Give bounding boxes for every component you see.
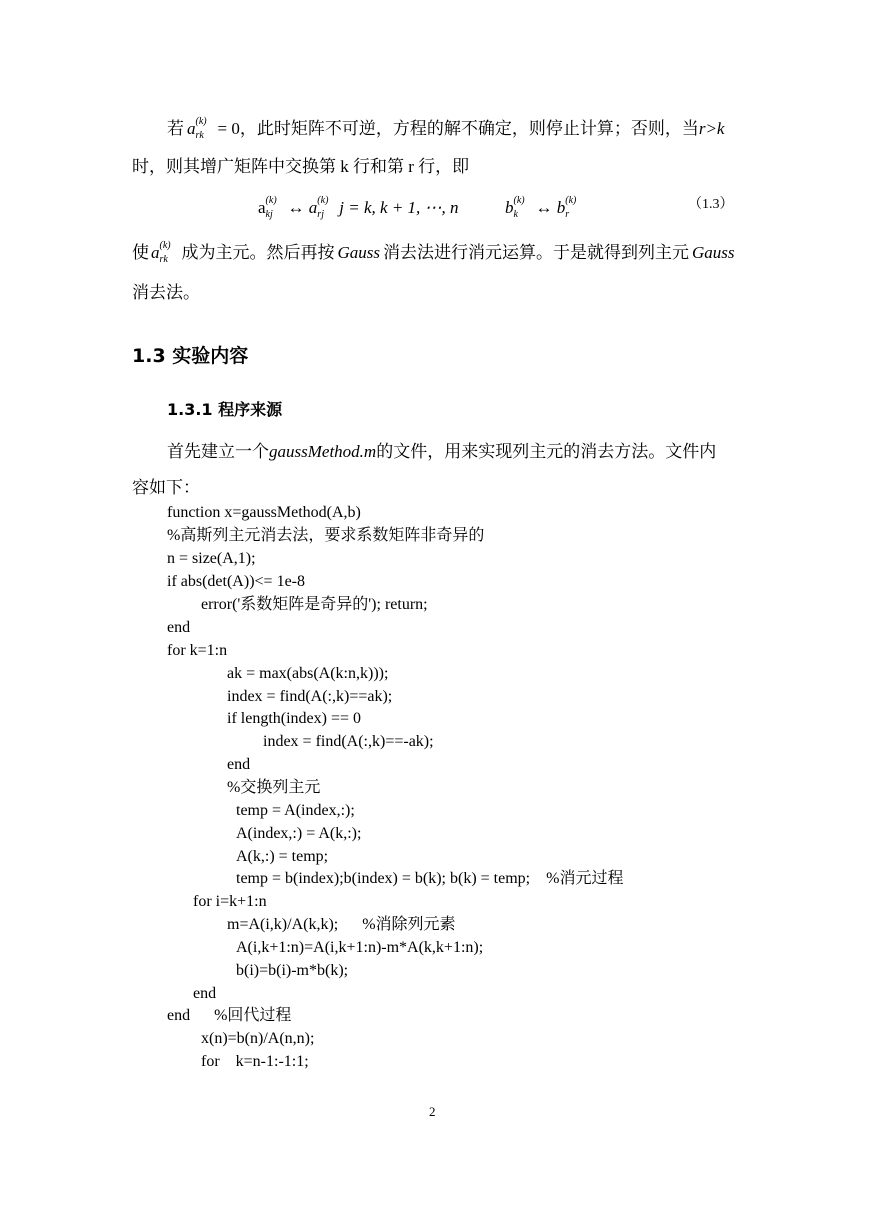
code-line: %高斯列主元消去法，要求系数矩阵非奇异的 xyxy=(167,527,485,544)
math-symbol: b xyxy=(556,198,566,217)
text-fragment: 若 xyxy=(167,119,184,138)
paragraph-line xyxy=(132,240,735,265)
code-line: function x=gaussMethod(A,b) xyxy=(167,504,361,521)
math-subscript: rk xyxy=(195,130,204,141)
code-line: n = size(A,1); xyxy=(167,550,256,567)
gauss-term: Gauss xyxy=(692,243,735,262)
math-script xyxy=(565,195,587,220)
math-subscript: rk xyxy=(159,254,168,265)
math-subscript: kj xyxy=(265,209,273,220)
code-line: temp = b(index);b(index) = b(k); b(k) = temp; %消元过程 xyxy=(236,870,624,887)
code-line: for k=n-1:-1:1; xyxy=(201,1053,309,1070)
text-fragment: 首先建立一个 xyxy=(167,442,269,461)
section-title: 实验内容 xyxy=(172,345,249,367)
math-symbol: a xyxy=(151,243,160,262)
section-heading xyxy=(132,341,248,368)
math-symbol: a xyxy=(187,119,196,138)
code-line: for k=1:n xyxy=(167,642,228,659)
text-fragment: 使 xyxy=(132,243,149,262)
math-script xyxy=(159,240,182,265)
math-script xyxy=(513,195,536,220)
math-superscript: (k) xyxy=(265,195,277,206)
code-line: temp = A(index,:); xyxy=(236,802,355,819)
section-number: 1.3 xyxy=(132,345,166,367)
code-line: if length(index) == 0 xyxy=(227,710,362,727)
math-script xyxy=(195,116,218,141)
paragraph-line xyxy=(167,442,716,462)
math-equals-zero: = 0 xyxy=(217,119,240,138)
paragraph-line: 消去法。 xyxy=(132,283,200,302)
text-fragment: 的文件，用来实现列主元的消去方法。文件内 xyxy=(376,442,717,461)
math-subscript: r xyxy=(565,209,570,220)
equation xyxy=(505,195,587,220)
equation xyxy=(258,195,459,220)
code-line: x(n)=b(n)/A(n,n); xyxy=(201,1030,315,1047)
math-superscript: (k) xyxy=(513,195,525,206)
code-line: end %回代过程 xyxy=(167,1007,292,1024)
code-line: A(i,k+1:n)=A(i,k+1:n)-m*A(k,k+1:n); xyxy=(236,939,484,956)
math-script xyxy=(265,195,288,220)
arrow-symbol: ↔ xyxy=(535,198,553,217)
math-script xyxy=(317,195,339,220)
math-symbol: b xyxy=(505,198,514,217)
page-number: 2 xyxy=(429,1104,436,1119)
subsection-heading xyxy=(167,397,282,420)
math-superscript: (k) xyxy=(195,116,207,127)
code-line: index = find(A(:,k)==ak); xyxy=(227,688,393,705)
code-line: error('系数矩阵是奇异的'); return; xyxy=(201,596,428,613)
code-line: b(i)=b(i)-m*b(k); xyxy=(236,962,349,979)
paragraph-line: 容如下： xyxy=(132,478,200,497)
code-line: index = find(A(:,k)==-ak); xyxy=(263,733,434,750)
code-line: A(k,:) = temp; xyxy=(236,848,329,865)
file-name: gaussMethod.m xyxy=(269,442,377,461)
text-fragment: ，此时矩阵不可逆，方程的解不确定，则停止计算；否则，当 xyxy=(239,119,699,138)
code-line: %交换列主元 xyxy=(227,779,321,796)
code-line: if abs(det(A))<= 1e-8 xyxy=(167,573,305,590)
math-condition: r>k xyxy=(698,119,725,138)
math-superscript: (k) xyxy=(159,240,171,251)
equation-number: （1.3） xyxy=(688,197,734,212)
code-line: end xyxy=(193,985,217,1002)
math-subscript: rj xyxy=(317,209,324,220)
arrow-symbol: ↔ xyxy=(287,198,305,217)
code-line: end xyxy=(167,619,191,636)
math-symbol: a xyxy=(308,198,318,217)
code-line: for i=k+1:n xyxy=(193,893,267,910)
math-symbol: a xyxy=(258,198,266,217)
math-range: j = k, k + 1, ⋯, n xyxy=(339,198,459,217)
math-superscript: (k) xyxy=(565,195,577,206)
code-line: A(index,:) = A(k,:); xyxy=(236,825,362,842)
code-line: ak = max(abs(A(k:n,k))); xyxy=(227,665,389,682)
subsection-title: 程序来源 xyxy=(218,400,283,419)
math-superscript: (k) xyxy=(317,195,329,206)
code-line: m=A(i,k)/A(k,k); %消除列元素 xyxy=(227,916,456,933)
subsection-number: 1.3.1 xyxy=(167,400,213,419)
paragraph-line xyxy=(167,116,725,141)
code-line: end xyxy=(227,756,251,773)
text-fragment: 成为主元。然后再按 xyxy=(181,243,335,262)
math-subscript: k xyxy=(513,209,518,220)
gauss-term: Gauss xyxy=(337,243,381,262)
text-fragment: 消去法进行消元运算。于是就得到列主元 xyxy=(383,243,690,262)
paragraph-line: 时，则其增广矩阵中交换第 k 行和第 r 行，即 xyxy=(132,157,470,176)
